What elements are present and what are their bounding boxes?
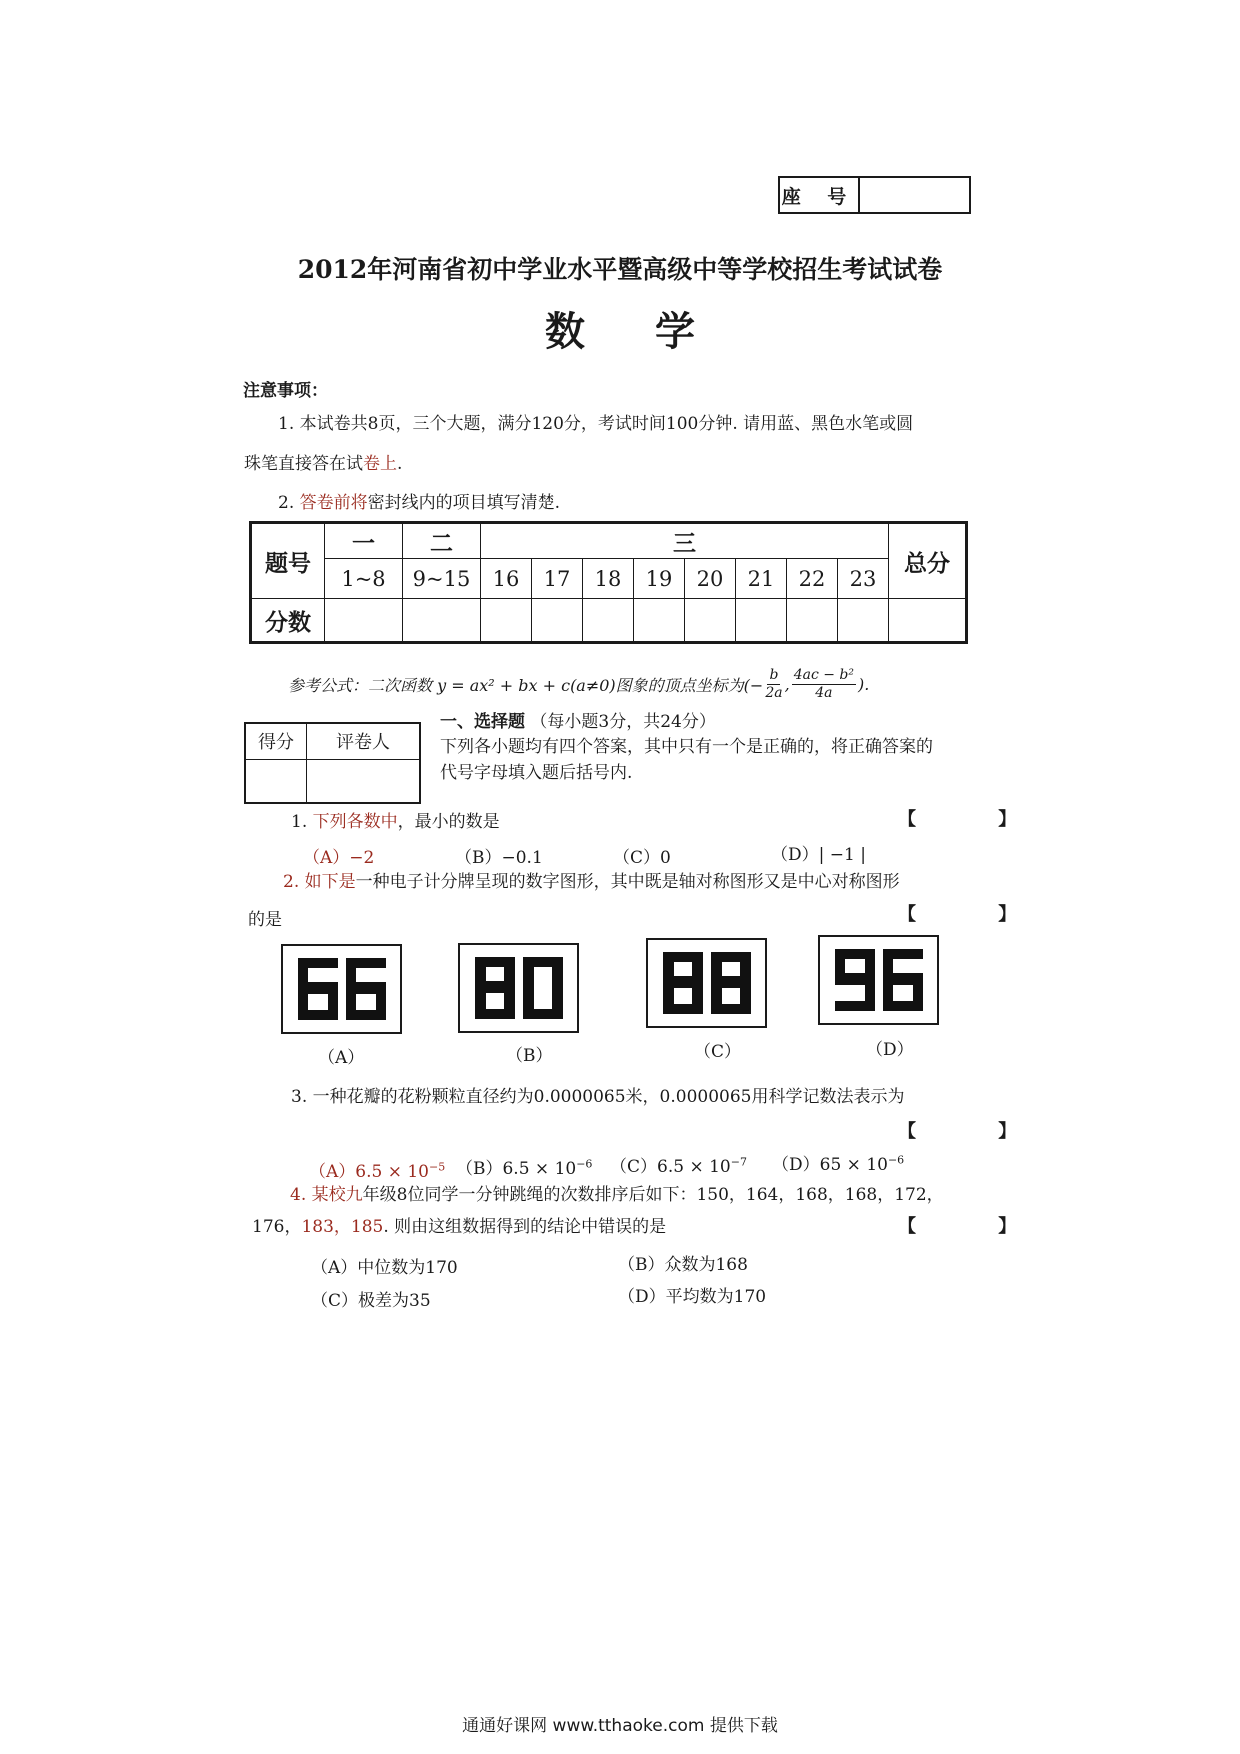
question-3: 3. 一种花瓣的花粉颗粒直径约为0.0000065米，0.0000065用科学记数法表示为 xyxy=(291,1087,905,1107)
range-cell: 21 xyxy=(736,559,787,599)
question-4-line-1 xyxy=(290,1183,944,1207)
question-1 xyxy=(291,810,500,834)
q3-option-a-exp: −5 xyxy=(429,1160,446,1174)
range-cell: 9~15 xyxy=(403,559,481,599)
notes-heading: 注意事项： xyxy=(243,381,328,401)
range-cell: 23 xyxy=(838,559,889,599)
range-cell: 18 xyxy=(583,559,634,599)
formula-separator: , xyxy=(784,675,790,694)
section-3-header: 三 xyxy=(481,523,889,559)
section-1-header: 一 xyxy=(325,523,403,559)
question-1-num: 1. xyxy=(291,812,313,832)
q4-option-b: （B）众数为168 xyxy=(618,1255,748,1275)
notes-item-1-red: 卷上 xyxy=(363,454,397,474)
counter-b-digits xyxy=(469,953,569,1023)
row-header-label: 题号 xyxy=(251,523,325,599)
question-4-line-2 xyxy=(252,1215,666,1239)
score-input-cell[interactable] xyxy=(634,599,685,643)
formula-suffix: ). xyxy=(858,675,870,694)
q3-option-b xyxy=(456,1154,592,1179)
reference-formula xyxy=(288,667,869,702)
fraction-2-numerator: 4ac − b² xyxy=(793,667,854,683)
counter-a-digits xyxy=(292,954,392,1024)
notes-item-1-end: . xyxy=(397,454,403,474)
notes-item-1-text: 珠笔直接答在试 xyxy=(244,454,363,474)
q4-option-d: （D）平均数为170 xyxy=(618,1287,767,1307)
q3-option-b-base: （B）6.5 × 10 xyxy=(456,1159,577,1179)
score-input-cell[interactable] xyxy=(787,599,838,643)
question-1-text: ，最小的数是 xyxy=(397,812,500,832)
score-input-cell[interactable] xyxy=(403,599,481,643)
fraction-1 xyxy=(765,667,782,702)
q1-option-c: （C）0 xyxy=(613,848,671,868)
answer-bracket-2[interactable]: 【 】 xyxy=(898,904,1055,925)
notes-item-2-text: 密封线内的项目填写清楚. xyxy=(367,493,561,513)
q3-option-b-exp: −6 xyxy=(576,1157,593,1171)
answer-bracket-4[interactable]: 【 】 xyxy=(898,1216,1055,1237)
answer-bracket-3[interactable]: 【 】 xyxy=(898,1121,1055,1142)
seat-value xyxy=(860,178,969,212)
seat-label: 座 号 xyxy=(780,178,860,212)
question-4-text: 年级8位同学一分钟跳绳的次数排序后如下：150，164，168，168，172， xyxy=(362,1185,944,1205)
notes-item-2-red: 答卷前将 xyxy=(299,493,368,513)
fraction-2 xyxy=(792,667,856,702)
seat-number-box xyxy=(778,176,971,214)
score-input-cell[interactable] xyxy=(685,599,736,643)
section-1-points: （每小题3分，共24分） xyxy=(530,712,716,732)
score-table xyxy=(249,521,968,644)
notes-item-1-line-2 xyxy=(244,452,402,476)
counter-c-digits xyxy=(657,948,757,1018)
section-1-instruction-2: 代号字母填入题后括号内. xyxy=(440,763,633,783)
question-2-line-1 xyxy=(283,870,900,894)
grader-score-cell[interactable] xyxy=(245,759,307,803)
counter-d xyxy=(818,935,939,1025)
grader-box xyxy=(244,722,421,804)
range-cell: 22 xyxy=(787,559,838,599)
range-cell: 16 xyxy=(481,559,532,599)
footer-credit: 通通好课网 www.tthaoke.com 提供下载 xyxy=(462,1716,778,1736)
range-cell: 1~8 xyxy=(325,559,403,599)
q3-option-c-base: （C）6.5 × 10 xyxy=(610,1157,731,1177)
fraction-1-denominator: 2a xyxy=(765,685,783,701)
notes-item-2-num: 2. xyxy=(278,493,300,513)
formula-prefix: 参考公式：二次函数 y = ax² + bx + c(a≠0)图象的顶点坐标为(− xyxy=(288,676,764,695)
score-input-cell[interactable] xyxy=(481,599,532,643)
answer-bracket-1[interactable]: 【 】 xyxy=(898,809,1055,830)
range-cell: 17 xyxy=(532,559,583,599)
q3-option-a-base: （A）6.5 × 10 xyxy=(309,1162,429,1182)
counter-a-caption: （A） xyxy=(318,1048,365,1068)
counter-d-caption: （D） xyxy=(866,1040,914,1060)
counter-a xyxy=(281,944,402,1034)
score-label: 分数 xyxy=(251,599,325,643)
q1-option-d: （D）| −1 | xyxy=(771,845,866,865)
score-input-cell[interactable] xyxy=(583,599,634,643)
counter-b xyxy=(458,943,579,1033)
counter-c-caption: （C） xyxy=(694,1042,742,1062)
section-1-heading xyxy=(440,710,716,734)
score-input-cell[interactable] xyxy=(325,599,403,643)
counter-d-digits xyxy=(829,945,929,1015)
grader-score-label: 得分 xyxy=(245,723,307,759)
counter-b-caption: （B） xyxy=(506,1046,553,1066)
q3-option-c xyxy=(610,1152,747,1177)
q4-option-a: （A）中位数为170 xyxy=(311,1258,458,1278)
q3-option-a xyxy=(309,1157,445,1182)
question-4-values-a: 176， xyxy=(252,1217,302,1237)
score-input-cell[interactable] xyxy=(838,599,889,643)
section-1-title: 一、选择题 xyxy=(440,712,525,732)
question-4-values-b: . 则由这组数据得到的结论中错误的是 xyxy=(383,1217,667,1237)
subject-title: 数学 xyxy=(545,309,765,355)
q3-option-d-base: （D）65 × 10 xyxy=(772,1155,888,1175)
exam-title: 2012年河南省初中学业水平暨高级中等学校招生考试试卷 xyxy=(297,255,943,284)
q1-option-a: （A）−2 xyxy=(303,848,375,868)
section-1-instruction-1: 下列各小题均有四个答案，其中只有一个是正确的，将正确答案的 xyxy=(440,737,933,757)
range-cell: 19 xyxy=(634,559,685,599)
grader-reviewer-cell[interactable] xyxy=(307,759,421,803)
question-2-text: 一种电子计分牌呈现的数字图形，其中既是轴对称图形又是中心对称图形 xyxy=(355,872,900,892)
question-4-red: 4. 某校九 xyxy=(290,1185,363,1205)
q3-option-d xyxy=(772,1150,904,1175)
question-2-line-2: 的是 xyxy=(248,910,282,930)
q1-option-b: （B）−0.1 xyxy=(455,848,543,868)
q3-option-c-exp: −7 xyxy=(730,1155,747,1169)
notes-item-1-line-1: 1. 本试卷共8页，三个大题，满分120分，考试时间100分钟. 请用蓝、黑色水笔或圆 xyxy=(278,414,914,434)
score-input-cell[interactable] xyxy=(736,599,787,643)
grader-reviewer-label: 评卷人 xyxy=(307,723,421,759)
question-4-values-red: 183，185 xyxy=(301,1217,384,1237)
total-score-cell[interactable] xyxy=(889,599,967,643)
total-label: 总分 xyxy=(889,523,967,599)
question-2-red: 2. 如下是 xyxy=(283,872,356,892)
counter-c xyxy=(646,938,767,1028)
notes-item-2 xyxy=(278,491,560,515)
q3-option-d-exp: −6 xyxy=(887,1153,905,1167)
section-2-header: 二 xyxy=(403,523,481,559)
question-1-red: 下列各数中 xyxy=(312,812,398,832)
fraction-1-numerator: b xyxy=(769,667,779,683)
fraction-2-denominator: 4a xyxy=(815,685,833,701)
range-cell: 20 xyxy=(685,559,736,599)
q4-option-c: （C）极差为35 xyxy=(311,1291,431,1311)
score-input-cell[interactable] xyxy=(532,599,583,643)
